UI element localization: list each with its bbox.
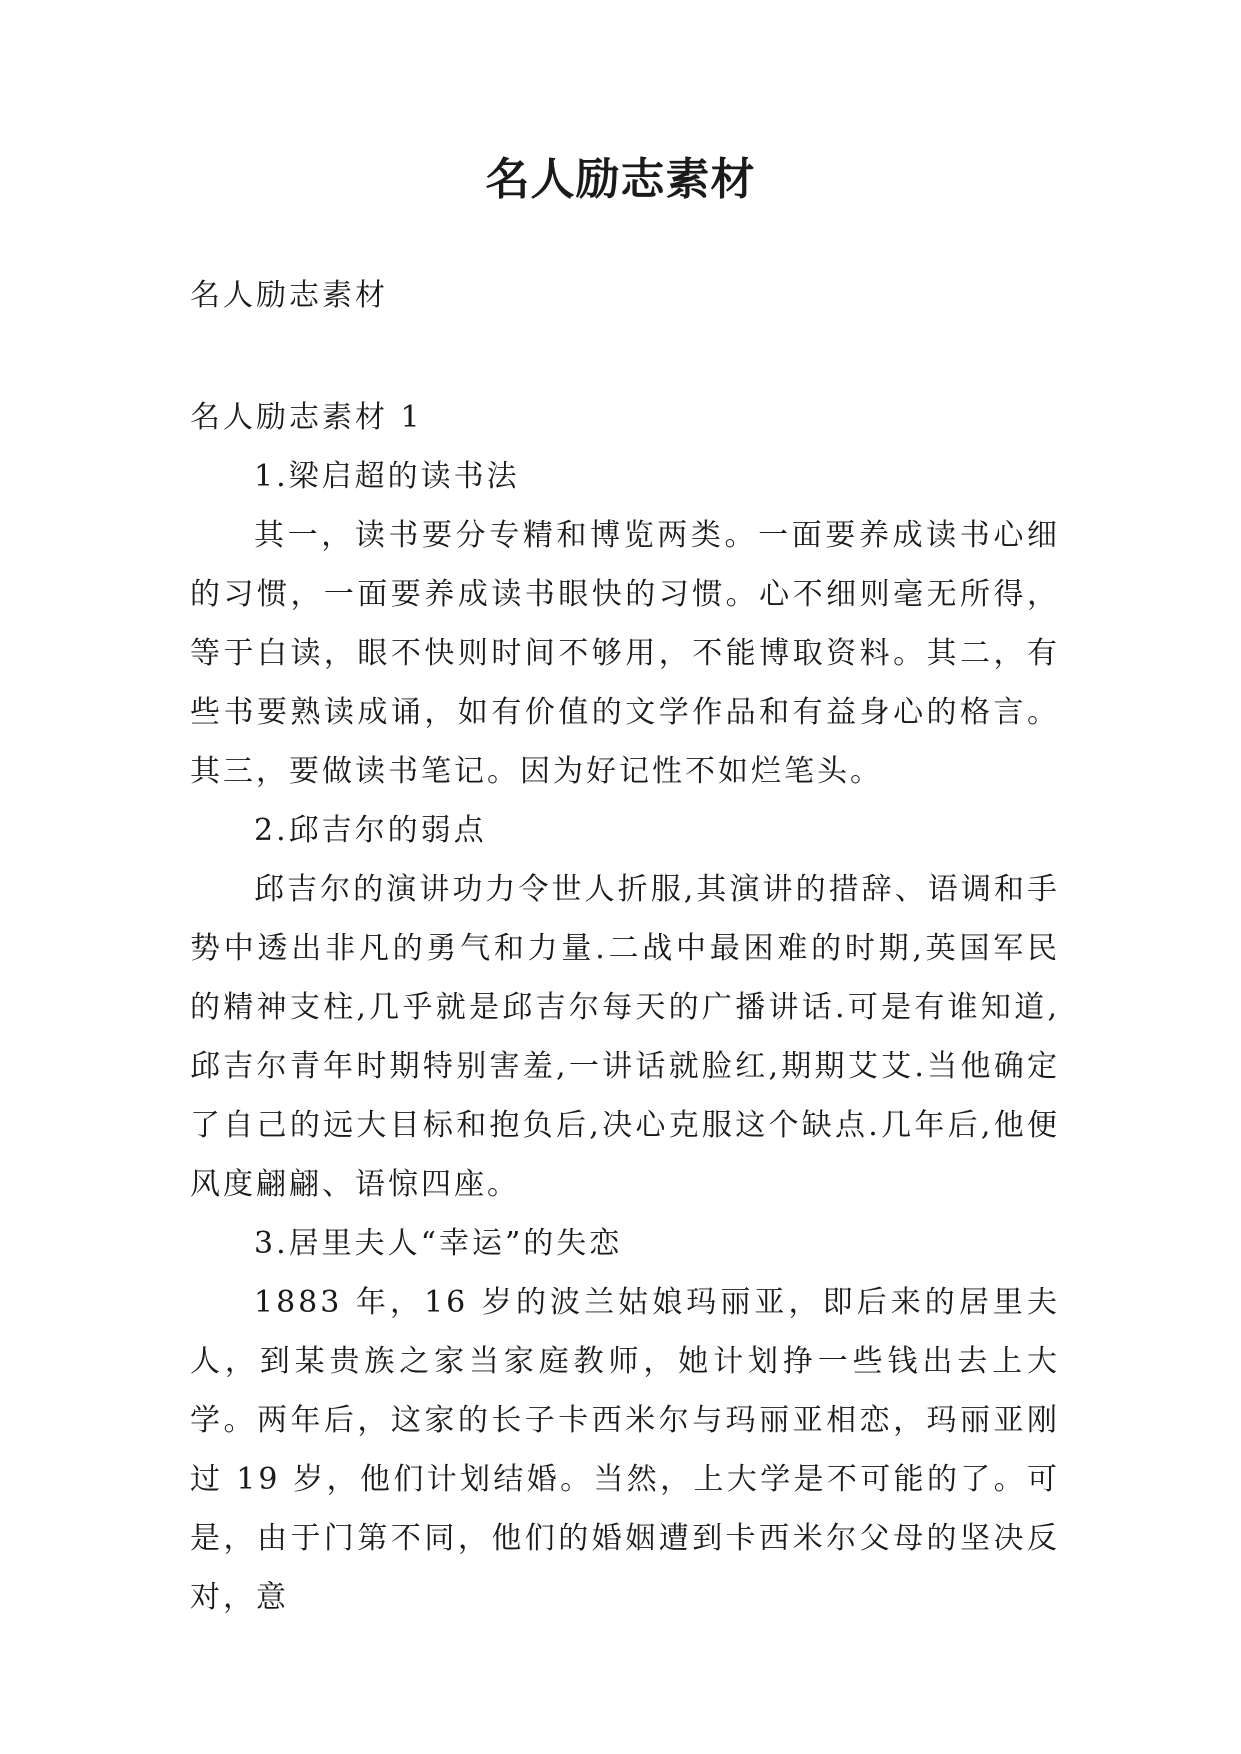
document-body (190, 266, 1060, 1627)
item-paragraph-1: 其一，读书要分专精和博览两类。一面要养成读书心细的习惯，一面要养成读书眼快的习惯。心不细则毫无所得，等于白读，眼不快则时间不够用，不能博取资料。其二，有些书要熟读成诵，如有价值的文学作品和有益身心的格言。其三，要做读书笔记。因为好记性不如烂笔头。 (190, 518, 1060, 789)
section-label: 名人励志素材 1 (190, 400, 423, 435)
item-heading-1: 1.梁启超的读书法 (254, 459, 520, 494)
item-paragraph-2: 邱吉尔的演讲功力令世人折服,其演讲的措辞、语调和手势中透出非凡的勇气和力量.二战中最困难的时期,英国军民的精神支柱,几乎就是邱吉尔每天的广播讲话.可是有谁知道,邱吉尔青年时期特别害羞,一讲话就脸红,期期艾艾.当他确定了自己的远大目标和抱负后,决心克服这个缺点.几年后,他便风度翩翩、语惊四座。 (190, 872, 1060, 1202)
item-heading-2: 2.邱吉尔的弱点 (254, 813, 487, 848)
document-title: 名人励志素材 (485, 154, 756, 205)
item-paragraph-3: 1883 年，16 岁的波兰姑娘玛丽亚，即后来的居里夫人，到某贵族之家当家庭教师，她计划挣一些钱出去上大学。两年后，这家的长子卡西米尔与玛丽亚相恋，玛丽亚刚过 19 岁，他们计划结婚。当然，上大学是不可能的了。可是，由于门第不同，他们的婚姻遭到卡西米尔父母的坚决反对，意 (190, 1285, 1060, 1615)
item-heading-3: 3.居里夫人“幸运”的失恋 (254, 1226, 623, 1261)
spacer (190, 325, 1060, 388)
document-subtitle: 名人励志素材 (190, 278, 388, 313)
